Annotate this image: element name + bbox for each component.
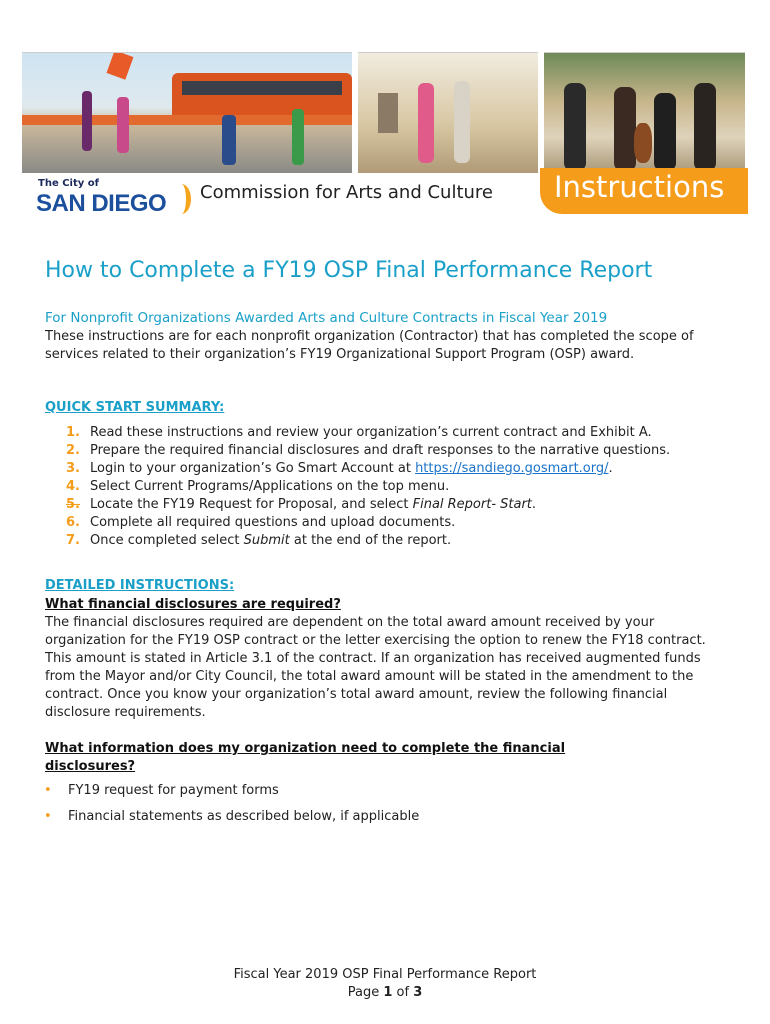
step-text: Read these instructions and review your organization’s current contract and Exhibit A.: [90, 425, 652, 440]
instructions-tab: [540, 168, 748, 214]
info-needed-list: [44, 782, 419, 834]
page-number: 1: [383, 985, 393, 1000]
list-item: [66, 460, 716, 478]
step-number: 5.: [66, 497, 80, 512]
step-text-end: at the end of the report.: [289, 533, 452, 548]
step-emphasis: Submit: [243, 533, 290, 548]
step-text-end: .: [608, 461, 613, 476]
page-footer: [0, 966, 770, 1002]
step-number: 1.: [66, 425, 80, 440]
bullet-icon: •: [44, 783, 52, 798]
step-number: 6.: [66, 515, 80, 530]
list-item: [66, 424, 716, 442]
bullet-text: Financial statements as described below, if applicable: [68, 809, 420, 824]
quick-start-heading: QUICK START SUMMARY:: [45, 400, 225, 415]
commission-name: Commission for Arts and Culture: [200, 182, 494, 203]
list-item: [66, 496, 716, 514]
quick-start-list: [66, 424, 716, 550]
photo-musicians: [544, 52, 745, 173]
step-number: 3.: [66, 461, 80, 476]
of-word: of: [396, 985, 410, 1000]
list-item: [66, 478, 716, 496]
step-text: Prepare the required financial disclosures and draft responses to the narrative questions.: [90, 443, 671, 458]
instructions-tab-label: Instructions: [554, 170, 725, 204]
list-item: [66, 532, 716, 550]
gosmart-link[interactable]: https://sandiego.gosmart.org/: [415, 461, 609, 476]
photo-dancers-trolley: [22, 52, 352, 173]
header-photo-strip: [22, 52, 745, 172]
step-number: 2.: [66, 443, 80, 458]
bullet-text: FY19 request for payment forms: [68, 783, 279, 798]
logo-big-text: SAN DIEGO: [36, 190, 167, 217]
step-text: Locate the FY19 Request for Proposal, and select: [90, 497, 413, 512]
question-financial-disclosures: What financial disclosures are required?: [45, 597, 341, 612]
question-information-needed: What information does my organization need to complete the financial disclosures?: [45, 741, 566, 774]
page-total: 3: [413, 985, 423, 1000]
step-text: Select Current Programs/Applications on the top menu.: [90, 479, 450, 494]
intro-paragraph: These instructions are for each nonprofit organization (Contractor) that has completed the scope of services related to their organization’s FY19 Organizational Support Program (OSP) award.: [45, 329, 694, 362]
step-emphasis: Final Report- Start: [412, 497, 532, 512]
page-subtitle: For Nonprofit Organizations Awarded Arts and Culture Contracts in Fiscal Year 2019: [45, 310, 608, 326]
step-text: Once completed select: [90, 533, 244, 548]
step-text-end: .: [531, 497, 537, 512]
page-title: How to Complete a FY19 OSP Final Performance Report: [45, 258, 653, 283]
step-number: 7.: [66, 533, 80, 548]
logo-swoosh-icon: [172, 184, 191, 214]
city-of-san-diego-logo: [36, 178, 186, 220]
page-indicator: [0, 984, 770, 1002]
list-item: [44, 782, 419, 800]
step-text: Login to your organization’s Go Smart Account at: [90, 461, 416, 476]
list-item: [66, 442, 716, 460]
logo-small-text: The City of: [38, 178, 99, 189]
step-text: Complete all required questions and upload documents.: [90, 515, 456, 530]
photo-gallery-performers: [358, 52, 538, 173]
list-item: [44, 808, 419, 826]
list-item: [66, 514, 716, 532]
footer-title: Fiscal Year 2019 OSP Final Performance Report: [233, 967, 537, 982]
financial-disclosures-paragraph: The financial disclosures required are dependent on the total award amount received by your organization for the FY19 OSP contract or the letter exercising the option to renew the FY18 contract. This amount is stated in Article 3.1 of the contract. If an organization has received augmented funds from the Mayor and/or City Council, the total award amount will be stated in the amendment to the contract. Once you know your organization’s total award amount, review the following financial disclosure requirements.: [45, 615, 706, 720]
step-number: 4.: [66, 479, 80, 494]
page-word: Page: [347, 985, 380, 1000]
bullet-icon: •: [44, 809, 52, 824]
detailed-instructions-heading: DETAILED INSTRUCTIONS:: [45, 578, 235, 593]
